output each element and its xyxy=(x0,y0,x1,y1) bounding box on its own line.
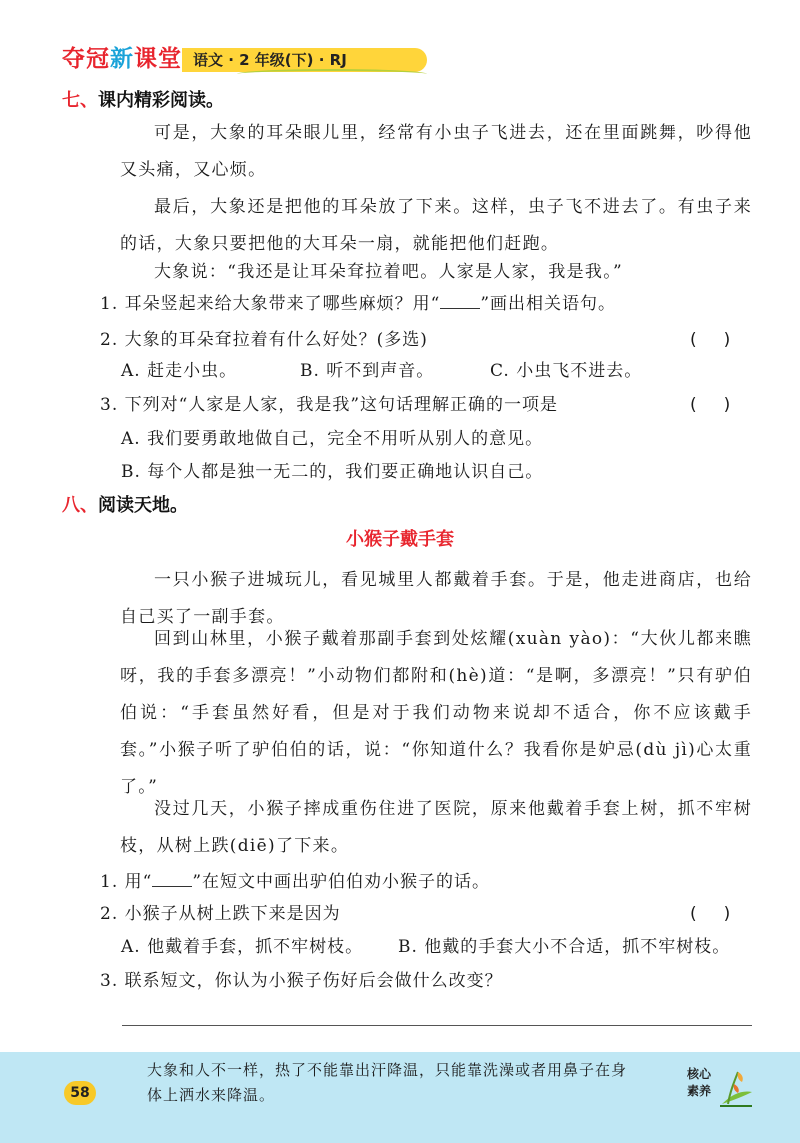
s7-q3-option-a: A. 我们要勇敢地做自己，完全不用听从别人的意见。 xyxy=(121,429,544,449)
plant-icon xyxy=(718,1064,754,1108)
brand-logo: 夺冠新课堂 xyxy=(62,46,182,72)
underline-mark xyxy=(152,872,192,887)
s7-question-3: 3. 下列对“人家是人家，我是我”这句话理解正确的一项是 xyxy=(100,395,559,415)
s8-q2-option-a: A. 他戴着手套，抓不牢树枝。 xyxy=(121,937,364,957)
s8-paragraph-2: 回到山林里，小猴子戴着那副手套到处炫耀(xuàn yào)：“大伙儿都来瞧呀，我的手套多漂亮！”小动物们都附和(hè)道：“是啊，多漂亮！”只有驴伯伯说：“手套虽然好看，但是对于我们动物来说却不适合，你不应该戴手套。”小猴子听了驴伯伯的话，说：“你知道什么？我看你是妒忌(dù jì)心太重了。” xyxy=(120,629,752,797)
page-number: 58 xyxy=(64,1081,96,1105)
section-7-heading: 七、课内精彩阅读。 xyxy=(62,90,224,111)
s7-paragraph-2: 最后，大象还是把他的耳朵放了下来。这样，虫子飞不进去了。有虫子来的话，大象只要把他的大耳朵一扇，就能把他们赶跑。 xyxy=(120,197,752,254)
answer-line[interactable] xyxy=(122,1025,752,1026)
s8-question-3: 3. 联系短文，你认为小猴子伤好后会做什么改变？ xyxy=(100,971,503,991)
s7-q2-answer-box[interactable]: ( ) xyxy=(690,330,731,350)
section-8-heading: 八、阅读天地。 xyxy=(62,495,188,516)
page-header xyxy=(62,44,382,78)
s8-paragraph-1: 一只小猴子进城玩儿，看见城里人都戴着手套。于是，他走进商店，也给自己买了一副手套。 xyxy=(120,570,752,627)
s7-q2-option-c: C. 小虫飞不进去。 xyxy=(490,361,643,381)
s8-q2-answer-box[interactable]: ( ) xyxy=(690,904,731,924)
s7-question-2: 2. 大象的耳朵耷拉着有什么好处？(多选) xyxy=(100,330,428,350)
s8-paragraph-3: 没过几天，小猴子摔成重伤住进了医院，原来他戴着手套上树，抓不牢树枝，从树上跌(diē)了下来。 xyxy=(120,799,752,856)
underline-mark xyxy=(440,294,480,309)
s8-question-2: 2. 小猴子从树上跌下来是因为 xyxy=(100,904,341,924)
s7-q2-option-b: B. 听不到声音。 xyxy=(300,361,435,381)
s7-q3-option-b: B. 每个人都是独一无二的，我们要正确地认识自己。 xyxy=(121,462,544,482)
core-literacy-badge: 核心 素养 xyxy=(686,1067,711,1098)
s8-question-1: 1. 用“ ”在短文中画出驴伯伯劝小猴子的话。 xyxy=(100,872,491,892)
s7-paragraph-3: 大象说：“我还是让耳朵耷拉着吧。人家是人家，我是我。” xyxy=(154,262,623,282)
s8-q2-option-b: B. 他戴的手套大小不合适，抓不牢树枝。 xyxy=(398,937,731,957)
page-footer xyxy=(0,1052,800,1143)
s7-q3-answer-box[interactable]: ( ) xyxy=(690,395,731,415)
s7-paragraph-1: 可是，大象的耳朵眼儿里，经常有小虫子飞进去，还在里面跳舞，吵得他又头痛，又心烦。 xyxy=(120,123,752,180)
story-title: 小猴子戴手套 xyxy=(346,529,454,550)
footer-tip: 大象和人不一样，热了不能靠出汗降温，只能靠洗澡或者用鼻子在身体上洒水来降温。 xyxy=(147,1061,628,1104)
s7-q2-option-a: A. 赶走小虫。 xyxy=(121,361,238,381)
s7-question-1: 1. 耳朵竖起来给大象带来了哪些麻烦？用“ ”画出相关语句。 xyxy=(100,294,617,314)
grade-label: 语文 · 2 年级(下) · RJ xyxy=(193,51,347,69)
